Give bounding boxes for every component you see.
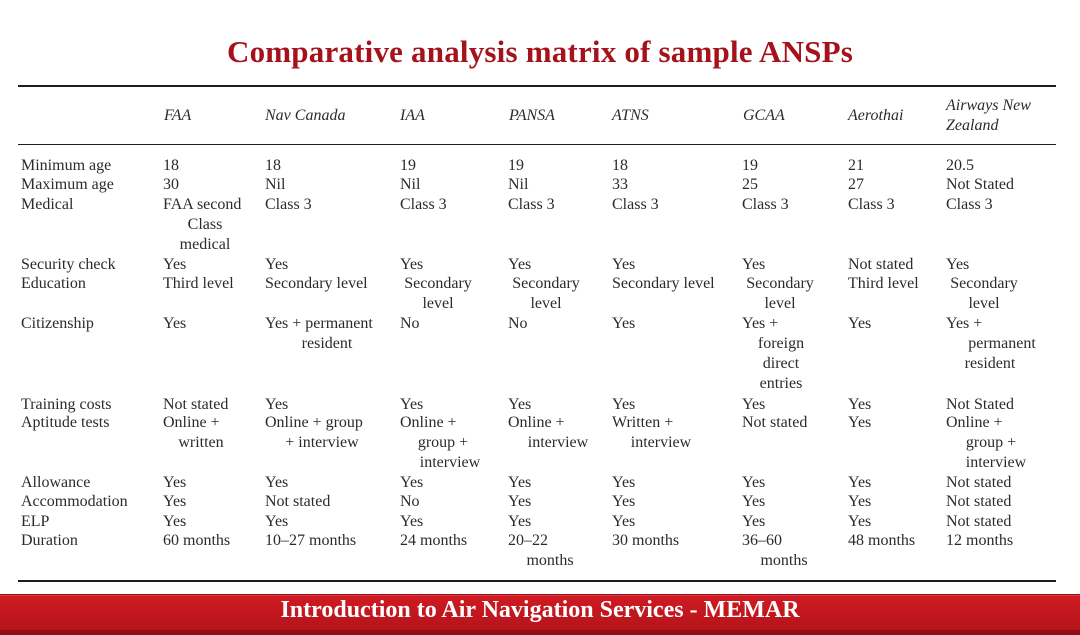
top-rule xyxy=(18,85,1056,87)
cell: FAA second xyxy=(163,196,242,213)
cell: Not stated xyxy=(946,474,1012,491)
cell: Not stated xyxy=(742,414,808,431)
cell: level xyxy=(530,295,562,312)
cell: Yes xyxy=(612,315,636,332)
cell: entries xyxy=(759,375,803,392)
cell: Yes xyxy=(265,396,289,413)
cell: Yes xyxy=(742,396,766,413)
cell: Class 3 xyxy=(508,196,555,213)
cell: 60 months xyxy=(163,532,231,549)
cell: months xyxy=(526,552,574,569)
cell: Class 3 xyxy=(400,196,447,213)
cell: Online + group xyxy=(265,414,363,431)
cell: Yes xyxy=(508,256,532,273)
cell: 20–22 xyxy=(508,532,548,549)
cell: Yes xyxy=(163,256,187,273)
page-title: Comparative analysis matrix of sample ANSPs xyxy=(227,34,853,69)
cell: 18 xyxy=(612,157,628,174)
cell: Secondary xyxy=(746,275,814,292)
cell: Class 3 xyxy=(742,196,789,213)
cell: Yes xyxy=(508,474,532,491)
row-label-citizenship: Citizenship xyxy=(21,315,94,332)
cell: medical xyxy=(179,236,231,253)
cell: Yes xyxy=(163,474,187,491)
cell: Yes xyxy=(848,513,872,530)
cell: 21 xyxy=(848,157,864,174)
cell: Class 3 xyxy=(946,196,993,213)
cell: 27 xyxy=(848,176,864,193)
cell: Online + xyxy=(508,414,565,431)
cell: Yes xyxy=(742,474,766,491)
cell: interview xyxy=(527,434,589,451)
cell: 19 xyxy=(742,157,758,174)
cell: Yes xyxy=(400,513,424,530)
cell: direct xyxy=(762,355,800,372)
cell: resident xyxy=(301,335,353,352)
cell: Class 3 xyxy=(265,196,312,213)
cell: Secondary xyxy=(512,275,580,292)
cell: interview xyxy=(630,434,692,451)
cell: Yes xyxy=(742,513,766,530)
cell: Class 3 xyxy=(848,196,895,213)
cell: No xyxy=(400,315,420,332)
cell: Yes xyxy=(400,396,424,413)
cell: Yes xyxy=(163,513,187,530)
cell: Yes xyxy=(742,493,766,510)
cell: Yes xyxy=(848,414,872,431)
row-label-medical: Medical xyxy=(21,196,74,213)
cell: interview xyxy=(419,454,481,471)
cell: 19 xyxy=(400,157,416,174)
col-header-atns: ATNS xyxy=(612,107,649,124)
cell: Yes xyxy=(265,256,289,273)
cell: Written + xyxy=(612,414,674,431)
cell: Nil xyxy=(400,176,421,193)
cell: 48 months xyxy=(848,532,916,549)
cell: Yes + xyxy=(742,315,779,332)
cell: Third level xyxy=(163,275,234,292)
cell: + interview xyxy=(285,434,359,451)
cell: 18 xyxy=(163,157,179,174)
cell: 36–60 xyxy=(742,532,782,549)
cell: Third level xyxy=(848,275,919,292)
cell: 20.5 xyxy=(946,157,974,174)
cell: Not stated xyxy=(946,493,1012,510)
cell: Secondary level xyxy=(265,275,368,292)
row-label-allowance: Allowance xyxy=(21,474,91,491)
row-label-education: Education xyxy=(21,275,86,292)
cell: written xyxy=(178,434,224,451)
cell: Yes + xyxy=(946,315,983,332)
bottom-rule xyxy=(18,580,1056,582)
cell: Secondary xyxy=(404,275,472,292)
cell: 25 xyxy=(742,176,758,193)
cell: 18 xyxy=(265,157,281,174)
cell: foreign xyxy=(757,335,805,352)
cell: Yes xyxy=(612,513,636,530)
cell: Not Stated xyxy=(946,396,1014,413)
cell: Yes xyxy=(612,493,636,510)
cell: Yes xyxy=(265,474,289,491)
cell: Yes xyxy=(163,493,187,510)
cell: Not stated xyxy=(163,396,229,413)
cell: Secondary level xyxy=(612,275,715,292)
cell: 12 months xyxy=(946,532,1014,549)
cell: Online + xyxy=(400,414,457,431)
row-label-aptitude: Aptitude tests xyxy=(21,414,110,431)
cell: Yes xyxy=(400,256,424,273)
cell: Online + xyxy=(946,414,1003,431)
cell: Class xyxy=(187,216,223,233)
cell: Yes xyxy=(508,513,532,530)
row-label-elp: ELP xyxy=(21,513,50,530)
cell: 33 xyxy=(612,176,628,193)
row-label-min-age: Minimum age xyxy=(21,157,112,174)
cell: Yes + permanent xyxy=(265,315,373,332)
cell: group + xyxy=(417,434,469,451)
cell: Yes xyxy=(612,396,636,413)
cell: level xyxy=(764,295,796,312)
cell: Yes xyxy=(400,474,424,491)
cell: group + xyxy=(965,434,1017,451)
cell: Nil xyxy=(508,176,529,193)
cell: Nil xyxy=(265,176,286,193)
row-label-training: Training costs xyxy=(21,396,112,413)
cell: Yes xyxy=(848,474,872,491)
col-header-aerothai: Aerothai xyxy=(848,107,904,124)
header-rule xyxy=(18,144,1056,145)
cell: Not stated xyxy=(848,256,914,273)
row-label-security: Security check xyxy=(21,256,116,273)
cell: Yes xyxy=(612,474,636,491)
cell: Yes xyxy=(848,315,872,332)
cell: No xyxy=(400,493,420,510)
col-header-airways-nz-line2: Zealand xyxy=(946,117,999,134)
col-header-pansa: PANSA xyxy=(509,107,555,124)
cell: Yes xyxy=(848,493,872,510)
cell: Not Stated xyxy=(946,176,1014,193)
cell: Yes xyxy=(265,513,289,530)
cell: 10–27 months xyxy=(265,532,357,549)
cell: Yes xyxy=(848,396,872,413)
footer-text: Introduction to Air Navigation Services - MEMAR xyxy=(280,597,800,623)
cell: level xyxy=(422,295,454,312)
cell: 19 xyxy=(508,157,524,174)
cell: Not stated xyxy=(946,513,1012,530)
cell: 24 months xyxy=(400,532,468,549)
cell: resident xyxy=(964,355,1016,372)
cell: Class 3 xyxy=(612,196,659,213)
row-label-duration: Duration xyxy=(21,532,78,549)
cell: Secondary xyxy=(950,275,1018,292)
cell: Not stated xyxy=(265,493,331,510)
row-label-accommodation: Accommodation xyxy=(21,493,128,510)
cell: Yes xyxy=(742,256,766,273)
col-header-iaa: IAA xyxy=(400,107,425,124)
cell: Yes xyxy=(612,256,636,273)
col-header-airways-nz-line1: Airways New xyxy=(946,97,1031,114)
cell: months xyxy=(760,552,808,569)
col-header-nav-canada: Nav Canada xyxy=(265,107,346,124)
cell: 30 months xyxy=(612,532,680,549)
cell: level xyxy=(968,295,1000,312)
cell: 30 xyxy=(163,176,179,193)
cell: interview xyxy=(965,454,1027,471)
cell: Yes xyxy=(508,396,532,413)
cell: Online + xyxy=(163,414,220,431)
col-header-faa: FAA xyxy=(164,107,192,124)
cell: Yes xyxy=(508,493,532,510)
row-label-max-age: Maximum age xyxy=(21,176,114,193)
col-header-gcaa: GCAA xyxy=(743,107,785,124)
cell: Yes xyxy=(946,256,970,273)
cell: permanent xyxy=(968,335,1036,352)
cell: No xyxy=(508,315,528,332)
cell: Yes xyxy=(163,315,187,332)
